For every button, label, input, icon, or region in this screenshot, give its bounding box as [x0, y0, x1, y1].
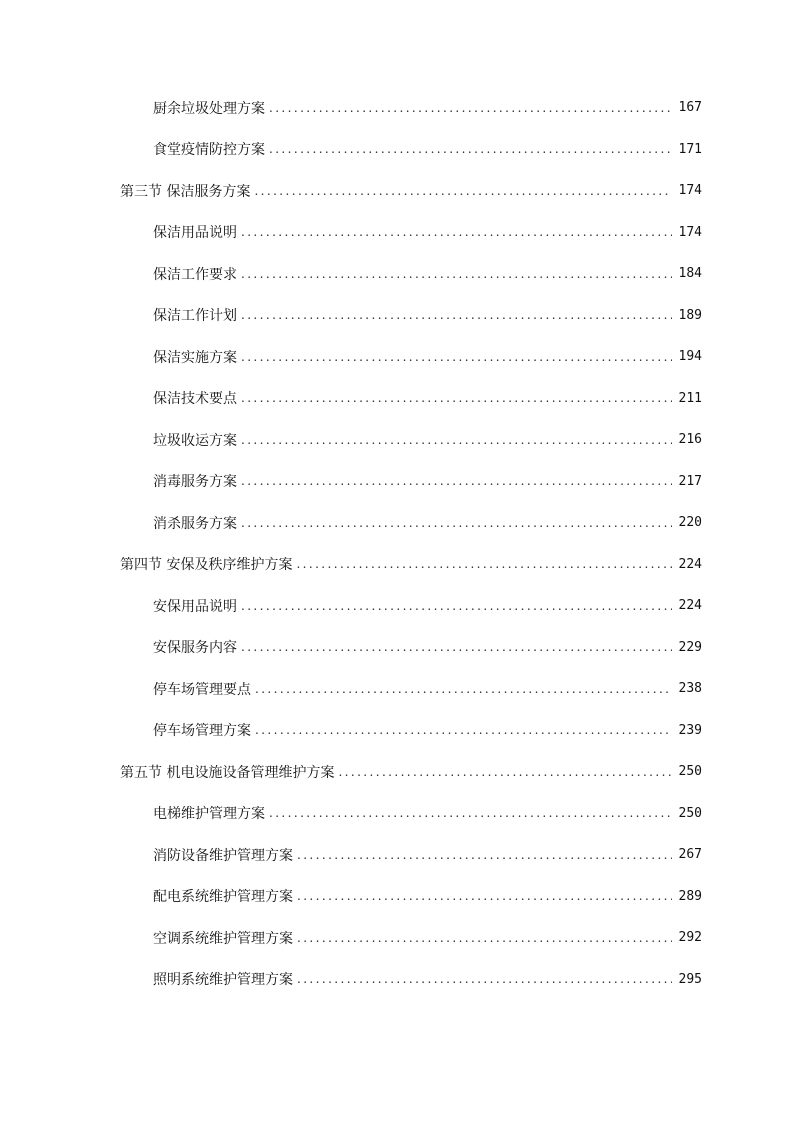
toc-leader-dots [269, 807, 672, 819]
toc-entry-title: 保洁工作计划 [153, 308, 237, 325]
toc-leader-dots [269, 143, 672, 155]
toc-leader-dots [241, 434, 672, 446]
toc-entry-page: 238 [678, 681, 702, 697]
toc-leader-dots [241, 475, 672, 487]
toc-section-title: 第三节 保洁服务方案 [120, 183, 251, 200]
toc-leader-dots [241, 600, 672, 612]
toc-entry-page: 250 [678, 764, 702, 780]
toc-leader-dots [241, 517, 672, 529]
toc-entry[interactable] [0, 87, 793, 129]
toc-entry-title: 消杀服务方案 [153, 515, 237, 532]
toc-entry[interactable] [0, 876, 793, 918]
toc-leader-dots [297, 973, 672, 985]
toc-entry-title: 厨余垃圾处理方案 [153, 100, 265, 117]
toc-entry[interactable] [0, 668, 793, 710]
toc-entry-page: 220 [678, 515, 702, 531]
toc-entry-title: 保洁技术要点 [153, 391, 237, 408]
toc-entry-page: 174 [678, 224, 702, 240]
toc-entry-page: 292 [678, 930, 702, 946]
toc-entry-page: 224 [678, 598, 702, 614]
toc-entry[interactable] [0, 461, 793, 503]
table-of-contents [0, 87, 793, 1000]
toc-entry[interactable] [0, 585, 793, 627]
toc-entry[interactable] [0, 627, 793, 669]
toc-leader-dots [255, 683, 672, 695]
toc-leader-dots [241, 268, 672, 280]
toc-entry-page: 250 [678, 805, 702, 821]
toc-leader-dots [241, 309, 672, 321]
toc-entry-title: 消防设备维护管理方案 [153, 847, 293, 864]
toc-leader-dots [297, 849, 672, 861]
toc-leader-dots [296, 558, 672, 570]
toc-section-entry[interactable] [0, 544, 793, 586]
toc-entry-title: 安保服务内容 [153, 640, 237, 657]
toc-entry-title: 停车场管理方案 [153, 723, 251, 740]
toc-entry-title: 垃圾收运方案 [153, 432, 237, 449]
toc-entry[interactable] [0, 959, 793, 1001]
toc-leader-dots [241, 351, 672, 363]
toc-entry-page: 171 [678, 141, 702, 157]
toc-entry[interactable] [0, 378, 793, 420]
toc-entry[interactable] [0, 212, 793, 254]
toc-leader-dots [255, 724, 672, 736]
toc-entry-page: 267 [678, 847, 702, 863]
toc-entry-page: 167 [678, 100, 702, 116]
toc-entry-title: 照明系统维护管理方案 [153, 972, 293, 989]
toc-entry-page: 194 [678, 349, 702, 365]
toc-leader-dots [269, 102, 672, 114]
toc-entry-page: 184 [678, 266, 702, 282]
toc-entry-page: 189 [678, 307, 702, 323]
toc-entry-title: 电梯维护管理方案 [153, 806, 265, 823]
toc-entry[interactable] [0, 834, 793, 876]
toc-entry[interactable] [0, 129, 793, 171]
toc-entry-title: 食堂疫情防控方案 [153, 142, 265, 159]
toc-entry[interactable] [0, 295, 793, 337]
toc-entry-page: 217 [678, 473, 702, 489]
toc-leader-dots [297, 932, 672, 944]
toc-section-entry[interactable] [0, 751, 793, 793]
toc-entry[interactable] [0, 710, 793, 752]
toc-leader-dots [241, 641, 672, 653]
toc-entry[interactable] [0, 793, 793, 835]
toc-section-title: 第四节 安保及秩序维护方案 [120, 557, 293, 574]
toc-entry-title: 安保用品说明 [153, 598, 237, 615]
toc-entry[interactable] [0, 419, 793, 461]
toc-entry[interactable] [0, 917, 793, 959]
toc-leader-dots [241, 392, 672, 404]
toc-entry-title: 保洁实施方案 [153, 349, 237, 366]
toc-leader-dots [254, 185, 672, 197]
toc-leader-dots [338, 766, 672, 778]
toc-entry[interactable] [0, 253, 793, 295]
toc-entry-page: 216 [678, 432, 702, 448]
toc-section-entry[interactable] [0, 170, 793, 212]
toc-entry-page: 295 [678, 971, 702, 987]
toc-leader-dots [297, 890, 672, 902]
toc-entry-page: 289 [678, 888, 702, 904]
toc-entry-page: 239 [678, 722, 702, 738]
toc-entry-title: 保洁工作要求 [153, 266, 237, 283]
toc-entry-page: 224 [678, 556, 702, 572]
toc-entry-title: 消毒服务方案 [153, 474, 237, 491]
toc-entry-page: 211 [678, 390, 702, 406]
toc-entry[interactable] [0, 502, 793, 544]
toc-entry-page: 174 [678, 183, 702, 199]
toc-entry[interactable] [0, 336, 793, 378]
toc-entry-title: 停车场管理要点 [153, 681, 251, 698]
toc-leader-dots [241, 226, 672, 238]
toc-entry-title: 保洁用品说明 [153, 225, 237, 242]
toc-section-title: 第五节 机电设施设备管理维护方案 [120, 764, 335, 781]
toc-entry-title: 空调系统维护管理方案 [153, 930, 293, 947]
toc-entry-title: 配电系统维护管理方案 [153, 889, 293, 906]
toc-entry-page: 229 [678, 639, 702, 655]
